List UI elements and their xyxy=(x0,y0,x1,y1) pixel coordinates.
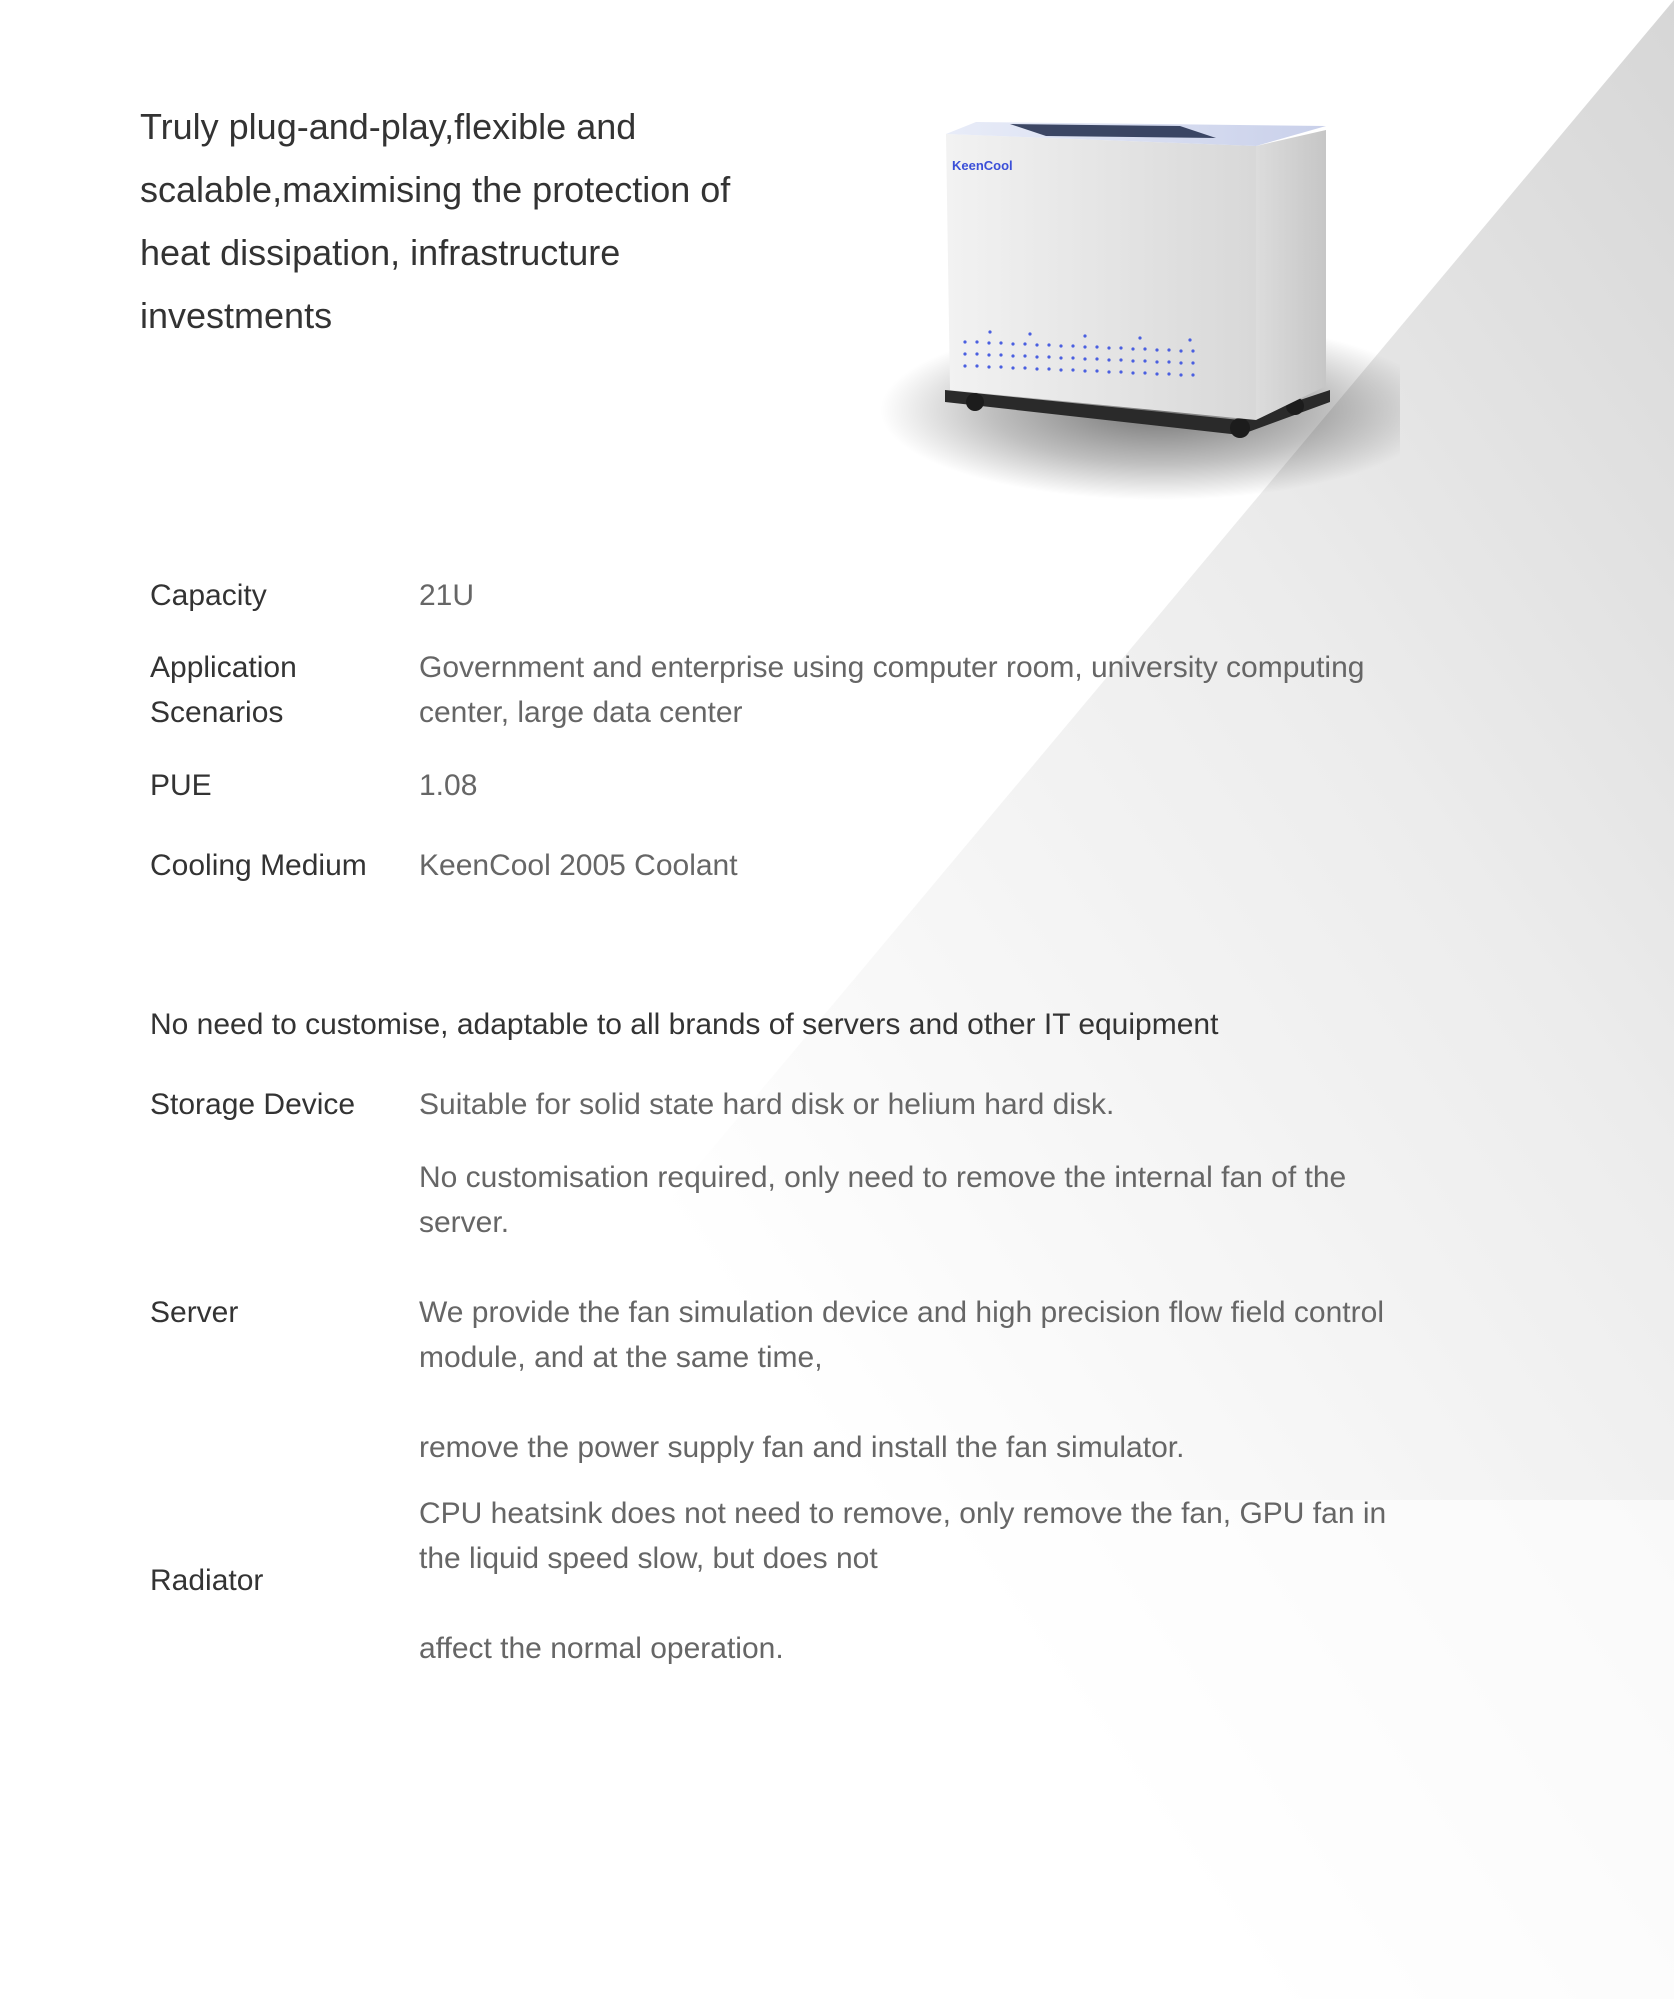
spec-label-pue: PUE xyxy=(150,769,212,802)
wheel-icon xyxy=(966,393,984,411)
compat-value-radiator-2: affect the normal operation. xyxy=(419,1632,784,1665)
spec-label-capacity: Capacity xyxy=(150,579,267,612)
compat-label-radiator: Radiator xyxy=(150,1564,264,1597)
compat-value-server-3: remove the power supply fan and install the fan simulator. xyxy=(419,1431,1185,1464)
spec-label-application-scenarios: Application Scenarios xyxy=(150,651,297,729)
compat-label-storage-device: Storage Device xyxy=(150,1088,356,1121)
immersion-cooling-cabinet-image xyxy=(880,90,1400,510)
spec-value-pue: 1.08 xyxy=(419,769,478,802)
cabinet-front xyxy=(946,134,1256,420)
compat-value-storage-device: Suitable for solid state hard disk or helium hard disk. xyxy=(419,1088,1115,1121)
compat-value-radiator-1: CPU heatsink does not need to remove, only remove the fan, GPU fan in the liquid speed slow, but does not xyxy=(419,1497,1387,1575)
wheel-icon xyxy=(1230,418,1250,438)
spec-label-cooling-medium: Cooling Medium xyxy=(150,849,367,882)
compat-value-server-2: We provide the fan simulation device and high precision flow field control module, and at the same time, xyxy=(419,1296,1384,1374)
compat-label-server: Server xyxy=(150,1296,239,1329)
intro-text: Truly plug-and-play,flexible and scalable,maximising the protection of heat dissipation, infrastructure investments xyxy=(140,106,731,336)
spec-value-capacity: 21U xyxy=(419,579,475,612)
brand-logo: KeenCool xyxy=(952,158,1013,173)
spec-value-cooling-medium: KeenCool 2005 Coolant xyxy=(419,849,738,882)
spec-value-application-scenarios: Government and enterprise using computer room, university computing center, large data center xyxy=(419,651,1365,729)
compat-value-server-1: No customisation required, only need to remove the internal fan of the server. xyxy=(419,1161,1347,1239)
compatibility-heading: No need to customise, adaptable to all brands of servers and other IT equipment xyxy=(150,1008,1219,1041)
cabinet-side xyxy=(1256,130,1326,420)
